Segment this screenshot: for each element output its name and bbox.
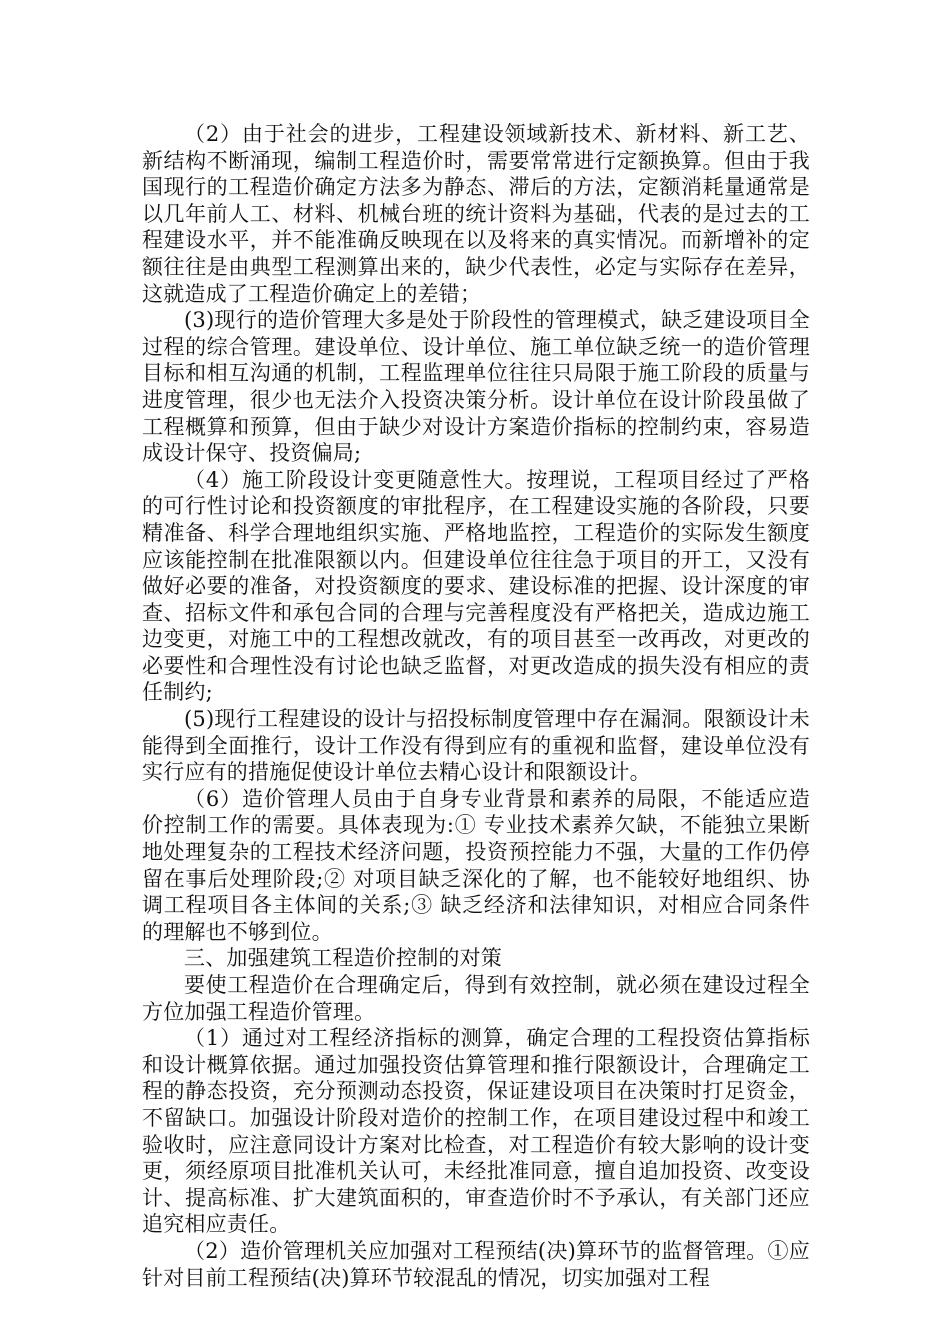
paragraph-item-2: （2）由于社会的进步，工程建设领域新技术、新材料、新工艺、新结构不断涌现，编制工程造价时，需要常常进行定额换算。但由于我国现行的工程造价确定方法多为静态、滞后的方法，定额消耗量通常是以几年前人工、材料、机械台班的统计资料为基础，代表的是过去的工程建设水平，并不能准确反映现在以及将来的真实情况。而新增补的定额往往是由典型工程测算出来的，缺少代表性，必定与实际存在差异，这就造成了工程造价确定上的差错；: [142, 122, 810, 306]
paragraph-item-5: (5)现行工程建设的设计与招投标制度管理中存在漏洞。限额设计未能得到全面推行，设计工作没有得到应有的重视和监督，建设单位没有实行应有的措施促使设计单位去精心设计和限额设计。: [142, 707, 810, 785]
paragraph-measure-1: （1）通过对工程经济指标的测算，确定合理的工程投资估算指标和设计概算依据。通过加强投资估算管理和推行限额设计，合理确定工程的静态投资，充分预测动态投资，保证建设项目在决策时打足资金，不留缺口。加强设计阶段对造价的控制工作，在项目建设过程中和竣工验收时，应注意同设计方案对比检查，对工程造价有较大影响的设计变更，须经原项目批准机关认可，未经批准同意，擅自追加投资、改变设计、提高标准、扩大建筑面积的，审查造价时不予承认，有关部门还应追究相应责任。: [142, 1026, 810, 1237]
paragraph-item-3: (3)现行的造价管理大多是处于阶段性的管理模式，缺乏建设项目全过程的综合管理。建设单位、设计单位、施工单位缺乏统一的造价管理目标和相互沟通的机制，工程监理单位往往只局限于施工阶段的质量与进度管理，很少也无法介入投资决策分析。设计单位在设计阶段虽做了工程概算和预算，但由于缺少对设计方案造价指标的控制约束，容易造成设计保守、投资偏局;: [142, 308, 810, 466]
section-heading: 三、加强建筑工程造价控制的对策: [184, 946, 502, 971]
paragraph-item-6: （6）造价管理人员由于自身专业背景和素养的局限，不能适应造价控制工作的需要。具体表现为:① 专业技术素养欠缺，不能独立果断地处理复杂的工程技术经济问题，投资预控能力不强，大量的工作仍停留在事后处理阶段;② 对项目缺乏深化的了解，也不能较好地组织、协调工程项目各主体间的关系;③ 缺乏经济和法律知识，对相应合同条件的理解也不够到位。: [142, 786, 810, 944]
paragraph-measure-2: （2）造价管理机关应加强对工程预结(决)算环节的监督管理。①应针对目前工程预结(决)算环节较混乱的情况，切实加强对工程: [142, 1238, 810, 1290]
paragraph-item-4: （4）施工阶段设计变更随意性大。按理说，工程项目经过了严格的可行性讨论和投资额度的审批程序，在工程建设实施的各阶段，只要精准备、科学合理地组织实施、严格地监控，工程造价的实际发生额度应该能控制在批准限额以内。但建设单位往往急于项目的开工，又没有做好必要的准备，对投资额度的要求、建设标准的把握、设计深度的审查、招标文件和承包合同的合理与完善程度没有严格把关，造成边施工边变更，对施工中的工程想改就改，有的项目甚至一改再改，对更改的必要性和合理性没有讨论也缺乏监督，对更改造成的损失没有相应的责任制约;: [142, 467, 810, 705]
paragraph-intro: 要使工程造价在合理确定后，得到有效控制，就必须在建设过程全方位加强工程造价管理。: [142, 973, 810, 1024]
document-body: [142, 121, 810, 1291]
